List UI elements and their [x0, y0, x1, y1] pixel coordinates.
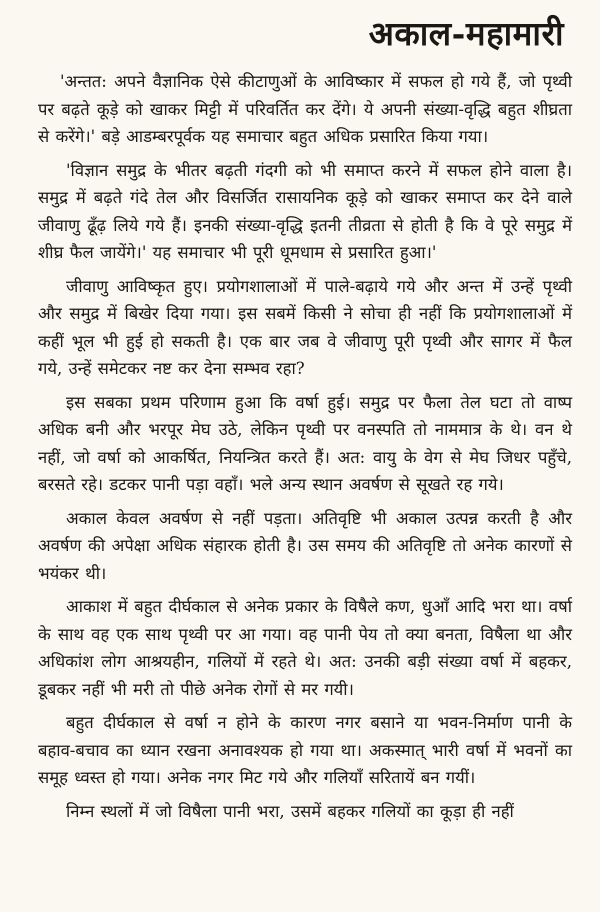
paragraph-4: इस सबका प्रथम परिणाम हुआ कि वर्षा हुई। समुद्र पर फैला तेल घटा तो वाष्प अधिक बनी और भरपूर मेघ उठे, लेकिन पृथ्वी पर वनस्पति तो नाममात्र के थे। वन थे नहीं, जो वर्षा को आकर्षित, नियन्त्रित करते हैं। अत: वायु के वेग से मेघ जिधर पहुँचे, बरसते रहे। डटकर पानी पड़ा वहाँ। भले अन्य स्थान अवर्षण से सूखते रह गये। [38, 392, 572, 494]
paragraph-3: जीवाणु आविष्कृत हुए। प्रयोगशालाओं में पाले-बढ़ाये गये और अन्त में उन्हें पृथ्वी और समुद्र में बिखेर दिया गया। इस सबमें किसी ने सोचा ही नहीं कि प्रयोगशालाओं में कहीं भूल भी हुई हो सकती है। एक बार जब वे जीवाणु पूरी पृथ्वी और सागर में फैल गये, उन्हें समेटकर नष्ट कर देना सम्भव रहा? [38, 276, 572, 378]
paragraph-1: 'अन्तत: अपने वैज्ञानिक ऐसे कीटाणुओं के आविष्कार में सफल हो गये हैं, जो पृथ्वी पर बढ़ते कूड़े को खाकर मिट्टी में परिवर्तित कर देंगे। ये अपनी संख्या-वृद्धि बहुत शीघ्रता से करेंगे।' बड़े आडम्बरपूर्वक यह समाचार बहुत अधिक प्रसारित किया गया। [38, 72, 572, 146]
paragraph-7: बहुत दीर्घकाल से वर्षा न होने के कारण नगर बसाने या भवन-निर्माण पानी के बहाव-बचाव का ध्यान रखना अनावश्यक हो गया था। अकस्मात् भारी वर्षा में भवनों का समूह ध्वस्त हो गया। अनेक नगर मिट गये और गलियाँ सरितायें बन गयीं। [38, 713, 572, 787]
paragraph-5: अकाल केवल अवर्षण से नहीं पड़ता। अतिवृष्टि भी अकाल उत्पन्न करती है और अवर्षण की अपेक्षा अधिक संहारक होती है। उस समय की अतिवृष्टि तो अनेक कारणों से भयंकर थी। [38, 508, 572, 583]
paragraph-8: निम्न स्थलों में जो विषैला पानी भरा, उसमें बहकर गलियों का कूड़ा ही नहीं [66, 801, 514, 821]
chapter-title: अकाल-महामारी [368, 14, 564, 53]
paragraph-2: 'विज्ञान समुद्र के भीतर बढ़ती गंदगी को भी समाप्त करने में सफल होने वाला है। समुद्र में बढ़ते गंदे तेल और विसर्जित रासायनिक कूड़े को खाकर समाप्त कर देने वाले जीवाणु ढूँढ़ लिये गये हैं। इनकी संख्या-वृद्धि इतनी तीव्रता से होती है कि वे पूरे समुद्र में शीघ्र फैल जायेंगे।' यह समाचार भी पूरी धूमधाम से प्रसारित हुआ।' [38, 160, 572, 262]
paragraph-6: आकाश में बहुत दीर्घकाल से अनेक प्रकार के विषैले कण, धुआँ आदि भरा था। वर्षा के साथ वह एक साथ पृथ्वी पर आ गया। वह पानी पेय तो क्या बनता, विषैला था और अधिकांश लोग आश्रयहीन, गलियों में रहते थे। अत: उनकी बड़ी संख्या वर्षा में बहकर, डूबकर नहीं भी मरी तो पीछे अनेक रोगों से मर गयी। [38, 597, 572, 699]
